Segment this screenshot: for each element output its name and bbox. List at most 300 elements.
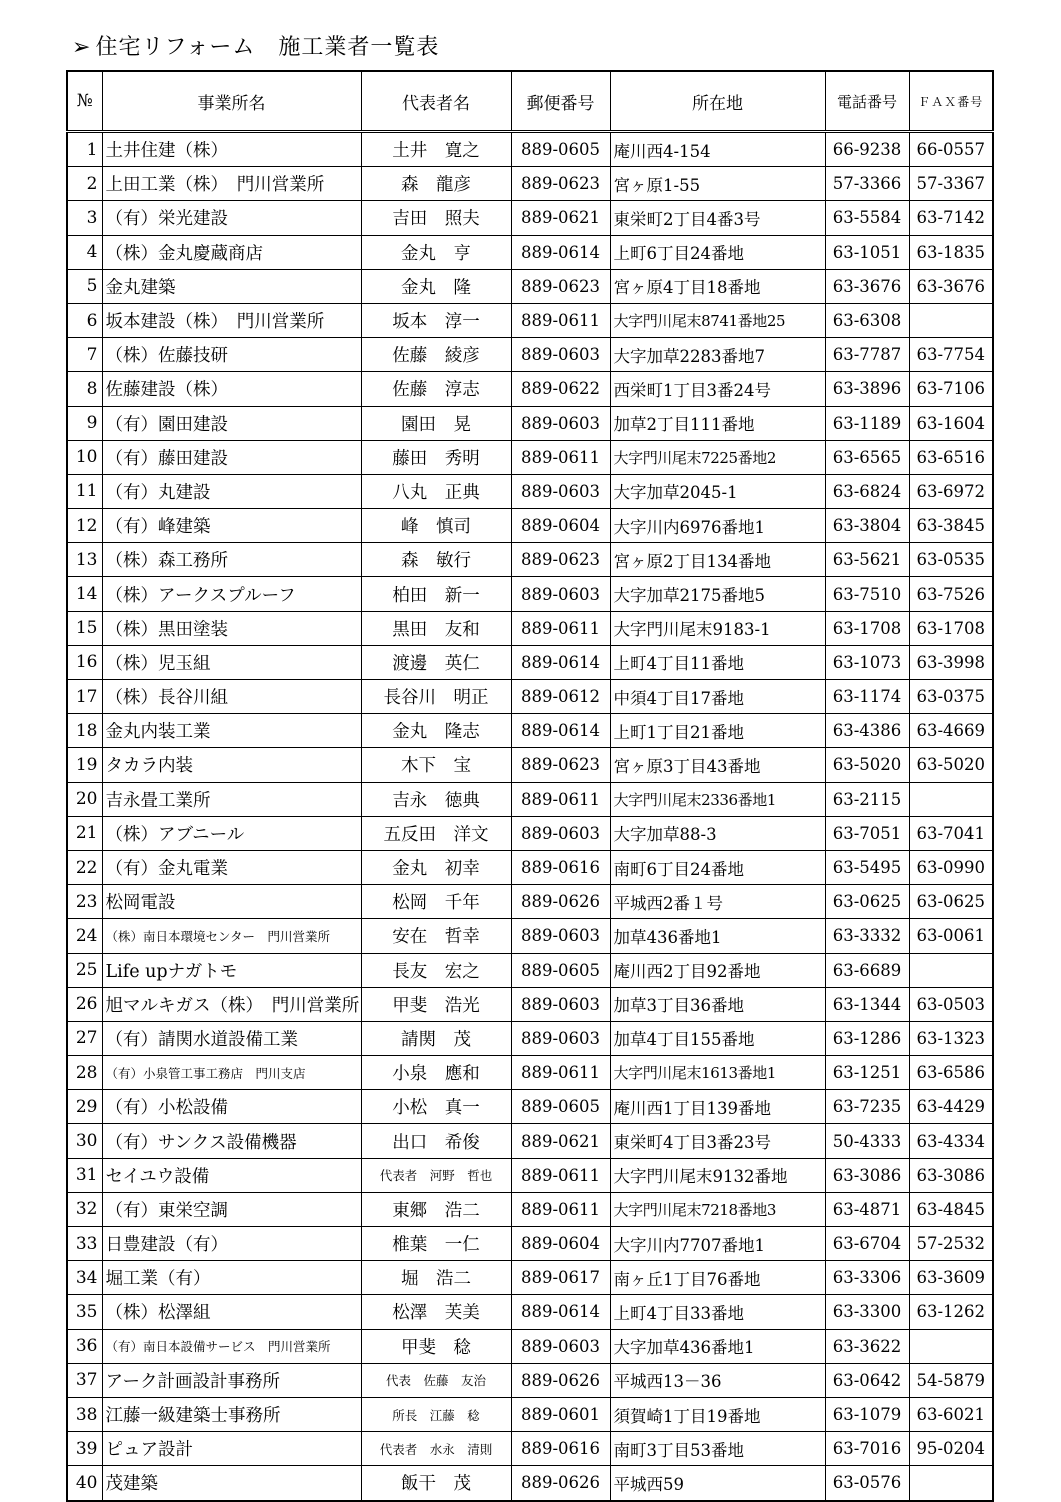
row-number: 31 xyxy=(67,1158,102,1192)
representative-name: 安在 哲幸 xyxy=(361,919,511,953)
phone-number: 63-6308 xyxy=(825,303,909,337)
fax-number: 63-6516 xyxy=(909,440,993,474)
table-row xyxy=(67,201,993,235)
representative-name: 椎葉 一仁 xyxy=(361,1227,511,1261)
address: 庵川西2丁目92番地 xyxy=(610,953,825,987)
row-number: 32 xyxy=(67,1192,102,1226)
postal-code: 889-0623 xyxy=(511,269,610,303)
fax-number xyxy=(909,303,993,337)
address: 上町4丁目33番地 xyxy=(610,1295,825,1329)
representative-name: 代表者 河野 哲也 xyxy=(361,1158,511,1192)
company-name: （有）金丸電業 xyxy=(102,850,361,884)
postal-code: 889-0611 xyxy=(511,303,610,337)
postal-code: 889-0603 xyxy=(511,919,610,953)
fax-number: 63-3676 xyxy=(909,269,993,303)
phone-number: 63-1286 xyxy=(825,1021,909,1055)
phone-number: 63-7787 xyxy=(825,338,909,372)
address: 大字門川尾末9132番地 xyxy=(610,1158,825,1192)
company-name: 金丸建築 xyxy=(102,269,361,303)
page-title xyxy=(72,30,439,61)
phone-number: 63-5020 xyxy=(825,748,909,782)
representative-name: 甲斐 稔 xyxy=(361,1329,511,1363)
fax-number: 63-1708 xyxy=(909,611,993,645)
address: 加草3丁目36番地 xyxy=(610,987,825,1021)
postal-code: 889-0616 xyxy=(511,850,610,884)
row-number: 23 xyxy=(67,885,102,919)
phone-number: 63-2115 xyxy=(825,782,909,816)
fax-number: 63-4669 xyxy=(909,714,993,748)
phone-number: 63-7051 xyxy=(825,816,909,850)
address: 大字加草2283番地7 xyxy=(610,338,825,372)
row-number: 19 xyxy=(67,748,102,782)
company-name: セイユウ設備 xyxy=(102,1158,361,1192)
phone-number: 63-0642 xyxy=(825,1363,909,1397)
company-name: ピュア設計 xyxy=(102,1432,361,1466)
representative-name: 園田 晃 xyxy=(361,406,511,440)
postal-code: 889-0605 xyxy=(511,1090,610,1124)
company-name: 坂本建設（株） 門川営業所 xyxy=(102,303,361,337)
table-row xyxy=(67,885,993,919)
representative-name: 甲斐 浩光 xyxy=(361,987,511,1021)
row-number: 6 xyxy=(67,303,102,337)
postal-code: 889-0621 xyxy=(511,201,610,235)
phone-number: 63-5621 xyxy=(825,543,909,577)
company-name: 江藤一級建築士事務所 xyxy=(102,1397,361,1431)
representative-name: 所長 江藤 稔 xyxy=(361,1397,511,1431)
representative-name: 五反田 洋文 xyxy=(361,816,511,850)
row-number: 15 xyxy=(67,611,102,645)
address: 南町6丁目24番地 xyxy=(610,850,825,884)
address: 大字加草88-3 xyxy=(610,816,825,850)
row-number: 24 xyxy=(67,919,102,953)
table-row xyxy=(67,543,993,577)
row-number: 3 xyxy=(67,201,102,235)
phone-number: 63-3332 xyxy=(825,919,909,953)
phone-number: 50-4333 xyxy=(825,1124,909,1158)
address: 東栄町4丁目3番23号 xyxy=(610,1124,825,1158)
row-number: 5 xyxy=(67,269,102,303)
company-name: 土井住建（株） xyxy=(102,132,361,167)
phone-number: 63-3622 xyxy=(825,1329,909,1363)
representative-name: 吉永 徳典 xyxy=(361,782,511,816)
representative-name: 坂本 淳一 xyxy=(361,303,511,337)
address: 平城西2番１号 xyxy=(610,885,825,919)
company-name: （株）佐藤技研 xyxy=(102,338,361,372)
postal-code: 889-0603 xyxy=(511,1021,610,1055)
address: 庵川西4-154 xyxy=(610,132,825,167)
table-row xyxy=(67,1124,993,1158)
row-number: 18 xyxy=(67,714,102,748)
fax-number: 63-4845 xyxy=(909,1192,993,1226)
representative-name: 小泉 應和 xyxy=(361,1056,511,1090)
fax-number: 63-6021 xyxy=(909,1397,993,1431)
address: 上町1丁目21番地 xyxy=(610,714,825,748)
table-row xyxy=(67,167,993,201)
postal-code: 889-0614 xyxy=(511,714,610,748)
address: 庵川西1丁目139番地 xyxy=(610,1090,825,1124)
phone-number: 63-6704 xyxy=(825,1227,909,1261)
postal-code: 889-0611 xyxy=(511,1158,610,1192)
row-number: 26 xyxy=(67,987,102,1021)
table-row xyxy=(67,1363,993,1397)
postal-code: 889-0603 xyxy=(511,1329,610,1363)
representative-name: 黒田 友和 xyxy=(361,611,511,645)
table-row xyxy=(67,816,993,850)
address: 大字川内7707番地1 xyxy=(610,1227,825,1261)
company-name: 茂建築 xyxy=(102,1466,361,1501)
fax-number: 63-4429 xyxy=(909,1090,993,1124)
address: 加草4丁目155番地 xyxy=(610,1021,825,1055)
postal-code: 889-0604 xyxy=(511,1227,610,1261)
representative-name: 松澤 芙美 xyxy=(361,1295,511,1329)
postal-code: 889-0603 xyxy=(511,474,610,508)
row-number: 27 xyxy=(67,1021,102,1055)
arrow-icon: ➢ xyxy=(72,35,92,60)
fax-number: 63-1262 xyxy=(909,1295,993,1329)
postal-code: 889-0614 xyxy=(511,1295,610,1329)
representative-name: 長谷川 明正 xyxy=(361,680,511,714)
table-row xyxy=(67,1432,993,1466)
fax-number: 63-0375 xyxy=(909,680,993,714)
header-no: № xyxy=(67,71,102,132)
company-name: 上田工業（株） 門川営業所 xyxy=(102,167,361,201)
representative-name: 出口 希俊 xyxy=(361,1124,511,1158)
company-name: 佐藤建設（株） xyxy=(102,372,361,406)
postal-code: 889-0623 xyxy=(511,167,610,201)
row-number: 20 xyxy=(67,782,102,816)
phone-number: 63-7235 xyxy=(825,1090,909,1124)
header-representative: 代表者名 xyxy=(361,71,511,132)
postal-code: 889-0603 xyxy=(511,338,610,372)
fax-number: 66-0557 xyxy=(909,132,993,167)
company-name: （有）藤田建設 xyxy=(102,440,361,474)
address: 大字加草2045-1 xyxy=(610,474,825,508)
representative-name: 金丸 隆志 xyxy=(361,714,511,748)
company-name: 金丸内装工業 xyxy=(102,714,361,748)
fax-number: 54-5879 xyxy=(909,1363,993,1397)
company-name: 松岡電設 xyxy=(102,885,361,919)
fax-number: 63-7041 xyxy=(909,816,993,850)
phone-number: 63-1708 xyxy=(825,611,909,645)
company-name: （株）アークスプルーフ xyxy=(102,577,361,611)
table-row xyxy=(67,748,993,782)
company-name: （株）松澤組 xyxy=(102,1295,361,1329)
company-name: アーク計画設計事務所 xyxy=(102,1363,361,1397)
postal-code: 889-0603 xyxy=(511,816,610,850)
postal-code: 889-0623 xyxy=(511,543,610,577)
fax-number: 63-0625 xyxy=(909,885,993,919)
table-row xyxy=(67,1090,993,1124)
company-name: （株）アブニール xyxy=(102,816,361,850)
representative-name: 土井 寛之 xyxy=(361,132,511,167)
postal-code: 889-0611 xyxy=(511,440,610,474)
table-row xyxy=(67,1295,993,1329)
row-number: 38 xyxy=(67,1397,102,1431)
representative-name: 森 龍彦 xyxy=(361,167,511,201)
address: 東栄町2丁目4番3号 xyxy=(610,201,825,235)
postal-code: 889-0626 xyxy=(511,1363,610,1397)
company-name: （有）小松設備 xyxy=(102,1090,361,1124)
table-row xyxy=(67,338,993,372)
address: 大字門川尾末1613番地1 xyxy=(610,1056,825,1090)
representative-name: 八丸 正典 xyxy=(361,474,511,508)
table-row xyxy=(67,1192,993,1226)
representative-name: 代表 佐藤 友治 xyxy=(361,1363,511,1397)
table-row xyxy=(67,714,993,748)
fax-number: 63-3609 xyxy=(909,1261,993,1295)
company-name: （株）南日本環境センター 門川営業所 xyxy=(102,919,361,953)
row-number: 7 xyxy=(67,338,102,372)
row-number: 34 xyxy=(67,1261,102,1295)
table-row xyxy=(67,303,993,337)
table-row xyxy=(67,953,993,987)
row-number: 29 xyxy=(67,1090,102,1124)
company-name: （株）金丸慶蔵商店 xyxy=(102,235,361,269)
fax-number: 63-1604 xyxy=(909,406,993,440)
company-name: 吉永畳工業所 xyxy=(102,782,361,816)
company-name: 日豊建設（有） xyxy=(102,1227,361,1261)
row-number: 14 xyxy=(67,577,102,611)
row-number: 33 xyxy=(67,1227,102,1261)
representative-name: 松岡 千年 xyxy=(361,885,511,919)
phone-number: 63-7016 xyxy=(825,1432,909,1466)
header-row xyxy=(67,71,993,132)
company-name: Life upナガトモ xyxy=(102,953,361,987)
company-name: （株）長谷川組 xyxy=(102,680,361,714)
address: 平城西13－36 xyxy=(610,1363,825,1397)
table-row xyxy=(67,1021,993,1055)
address: 中須4丁目17番地 xyxy=(610,680,825,714)
representative-name: 柏田 新一 xyxy=(361,577,511,611)
representative-name: 長友 宏之 xyxy=(361,953,511,987)
table-row xyxy=(67,406,993,440)
phone-number: 63-5495 xyxy=(825,850,909,884)
table-row xyxy=(67,680,993,714)
phone-number: 63-4871 xyxy=(825,1192,909,1226)
address: 上町6丁目24番地 xyxy=(610,235,825,269)
table-row xyxy=(67,372,993,406)
postal-code: 889-0614 xyxy=(511,235,610,269)
table-row xyxy=(67,440,993,474)
postal-code: 889-0611 xyxy=(511,1192,610,1226)
row-number: 4 xyxy=(67,235,102,269)
header-address: 所在地 xyxy=(610,71,825,132)
address: 宮ヶ原1-55 xyxy=(610,167,825,201)
address: 大字門川尾末2336番地1 xyxy=(610,782,825,816)
company-name: （有）栄光建設 xyxy=(102,201,361,235)
postal-code: 889-0611 xyxy=(511,611,610,645)
phone-number: 63-1189 xyxy=(825,406,909,440)
row-number: 35 xyxy=(67,1295,102,1329)
postal-code: 889-0617 xyxy=(511,1261,610,1295)
address: 大字門川尾末9183-1 xyxy=(610,611,825,645)
row-number: 9 xyxy=(67,406,102,440)
postal-code: 889-0626 xyxy=(511,1466,610,1501)
company-name: （株）児玉組 xyxy=(102,645,361,679)
table-row xyxy=(67,782,993,816)
representative-name: 飯干 茂 xyxy=(361,1466,511,1501)
address: 須賀崎1丁目19番地 xyxy=(610,1397,825,1431)
postal-code: 889-0604 xyxy=(511,509,610,543)
address: 加草436番地1 xyxy=(610,919,825,953)
table-row xyxy=(67,269,993,303)
address: 大字門川尾末8741番地25 xyxy=(610,303,825,337)
fax-number: 63-6586 xyxy=(909,1056,993,1090)
row-number: 30 xyxy=(67,1124,102,1158)
representative-name: 金丸 隆 xyxy=(361,269,511,303)
fax-number: 63-0061 xyxy=(909,919,993,953)
company-name: （有）小泉管工事工務店 門川支店 xyxy=(102,1056,361,1090)
phone-number: 63-6824 xyxy=(825,474,909,508)
fax-number: 63-7106 xyxy=(909,372,993,406)
postal-code: 889-0622 xyxy=(511,372,610,406)
table-row xyxy=(67,611,993,645)
fax-number: 63-7754 xyxy=(909,338,993,372)
row-number: 37 xyxy=(67,1363,102,1397)
postal-code: 889-0603 xyxy=(511,987,610,1021)
fax-number: 63-1835 xyxy=(909,235,993,269)
postal-code: 889-0611 xyxy=(511,782,610,816)
fax-number: 63-3998 xyxy=(909,645,993,679)
representative-name: 金丸 初幸 xyxy=(361,850,511,884)
row-number: 13 xyxy=(67,543,102,577)
address: 平城西59 xyxy=(610,1466,825,1501)
fax-number: 57-2532 xyxy=(909,1227,993,1261)
fax-number: 63-3845 xyxy=(909,509,993,543)
phone-number: 63-1079 xyxy=(825,1397,909,1431)
header-company: 事業所名 xyxy=(102,71,361,132)
table-row xyxy=(67,919,993,953)
fax-number: 63-7526 xyxy=(909,577,993,611)
row-number: 40 xyxy=(67,1466,102,1501)
row-number: 25 xyxy=(67,953,102,987)
table-row xyxy=(67,474,993,508)
row-number: 1 xyxy=(67,132,102,167)
phone-number: 63-0625 xyxy=(825,885,909,919)
fax-number: 63-0535 xyxy=(909,543,993,577)
representative-name: 請関 茂 xyxy=(361,1021,511,1055)
row-number: 12 xyxy=(67,509,102,543)
postal-code: 889-0623 xyxy=(511,748,610,782)
row-number: 16 xyxy=(67,645,102,679)
company-name: （有）南日本設備サービス 門川営業所 xyxy=(102,1329,361,1363)
representative-name: 佐藤 綾彦 xyxy=(361,338,511,372)
phone-number: 63-3896 xyxy=(825,372,909,406)
fax-number xyxy=(909,1466,993,1501)
postal-code: 889-0626 xyxy=(511,885,610,919)
postal-code: 889-0603 xyxy=(511,406,610,440)
phone-number: 63-6689 xyxy=(825,953,909,987)
phone-number: 63-1073 xyxy=(825,645,909,679)
table-row xyxy=(67,1158,993,1192)
row-number: 2 xyxy=(67,167,102,201)
address: 加草2丁目111番地 xyxy=(610,406,825,440)
phone-number: 66-9238 xyxy=(825,132,909,167)
table-row xyxy=(67,1227,993,1261)
fax-number xyxy=(909,782,993,816)
table-row xyxy=(67,987,993,1021)
postal-code: 889-0601 xyxy=(511,1397,610,1431)
fax-number: 95-0204 xyxy=(909,1432,993,1466)
row-number: 21 xyxy=(67,816,102,850)
fax-number: 63-4334 xyxy=(909,1124,993,1158)
address: 南町3丁目53番地 xyxy=(610,1432,825,1466)
phone-number: 63-7510 xyxy=(825,577,909,611)
phone-number: 63-1344 xyxy=(825,987,909,1021)
phone-number: 63-0576 xyxy=(825,1466,909,1501)
company-name: （有）請関水道設備工業 xyxy=(102,1021,361,1055)
title-text: 住宅リフォーム 施工業者一覧表 xyxy=(95,35,440,60)
representative-name: 東郷 浩二 xyxy=(361,1192,511,1226)
phone-number: 63-4386 xyxy=(825,714,909,748)
representative-name: 小松 真一 xyxy=(361,1090,511,1124)
table-row xyxy=(67,509,993,543)
postal-code: 889-0614 xyxy=(511,645,610,679)
fax-number: 63-7142 xyxy=(909,201,993,235)
representative-name: 渡邊 英仁 xyxy=(361,645,511,679)
table-row xyxy=(67,235,993,269)
phone-number: 63-5584 xyxy=(825,201,909,235)
row-number: 11 xyxy=(67,474,102,508)
fax-number: 57-3367 xyxy=(909,167,993,201)
postal-code: 889-0611 xyxy=(511,1056,610,1090)
postal-code: 889-0605 xyxy=(511,953,610,987)
address: 大字加草436番地1 xyxy=(610,1329,825,1363)
company-name: 旭マルキガス（株） 門川営業所 xyxy=(102,987,361,1021)
phone-number: 63-3086 xyxy=(825,1158,909,1192)
phone-number: 63-1251 xyxy=(825,1056,909,1090)
row-number: 8 xyxy=(67,372,102,406)
table-row xyxy=(67,577,993,611)
representative-name: 佐藤 淳志 xyxy=(361,372,511,406)
company-name: （株）森工務所 xyxy=(102,543,361,577)
company-name: （有）丸建設 xyxy=(102,474,361,508)
address: 宮ヶ原3丁目43番地 xyxy=(610,748,825,782)
phone-number: 63-6565 xyxy=(825,440,909,474)
row-number: 28 xyxy=(67,1056,102,1090)
representative-name: 金丸 亨 xyxy=(361,235,511,269)
table-row xyxy=(67,1397,993,1431)
fax-number: 63-0503 xyxy=(909,987,993,1021)
postal-code: 889-0603 xyxy=(511,577,610,611)
postal-code: 889-0612 xyxy=(511,680,610,714)
representative-name: 堀 浩二 xyxy=(361,1261,511,1295)
fax-number: 63-5020 xyxy=(909,748,993,782)
header-tel: 電話番号 xyxy=(825,71,909,132)
representative-name: 森 敏行 xyxy=(361,543,511,577)
fax-number: 63-0990 xyxy=(909,850,993,884)
table-row xyxy=(67,1466,993,1501)
table-row xyxy=(67,645,993,679)
company-name: （有）峰建築 xyxy=(102,509,361,543)
table-row xyxy=(67,1056,993,1090)
phone-number: 63-3300 xyxy=(825,1295,909,1329)
table-row xyxy=(67,1261,993,1295)
company-name: タカラ内装 xyxy=(102,748,361,782)
fax-number: 63-1323 xyxy=(909,1021,993,1055)
address: 西栄町1丁目3番24号 xyxy=(610,372,825,406)
table-row xyxy=(67,132,993,167)
fax-number xyxy=(909,953,993,987)
company-name: （有）サンクス設備機器 xyxy=(102,1124,361,1158)
contractor-table xyxy=(66,70,994,1502)
row-number: 36 xyxy=(67,1329,102,1363)
table-row xyxy=(67,1329,993,1363)
postal-code: 889-0616 xyxy=(511,1432,610,1466)
address: 南ヶ丘1丁目76番地 xyxy=(610,1261,825,1295)
address: 宮ヶ原2丁目134番地 xyxy=(610,543,825,577)
row-number: 39 xyxy=(67,1432,102,1466)
